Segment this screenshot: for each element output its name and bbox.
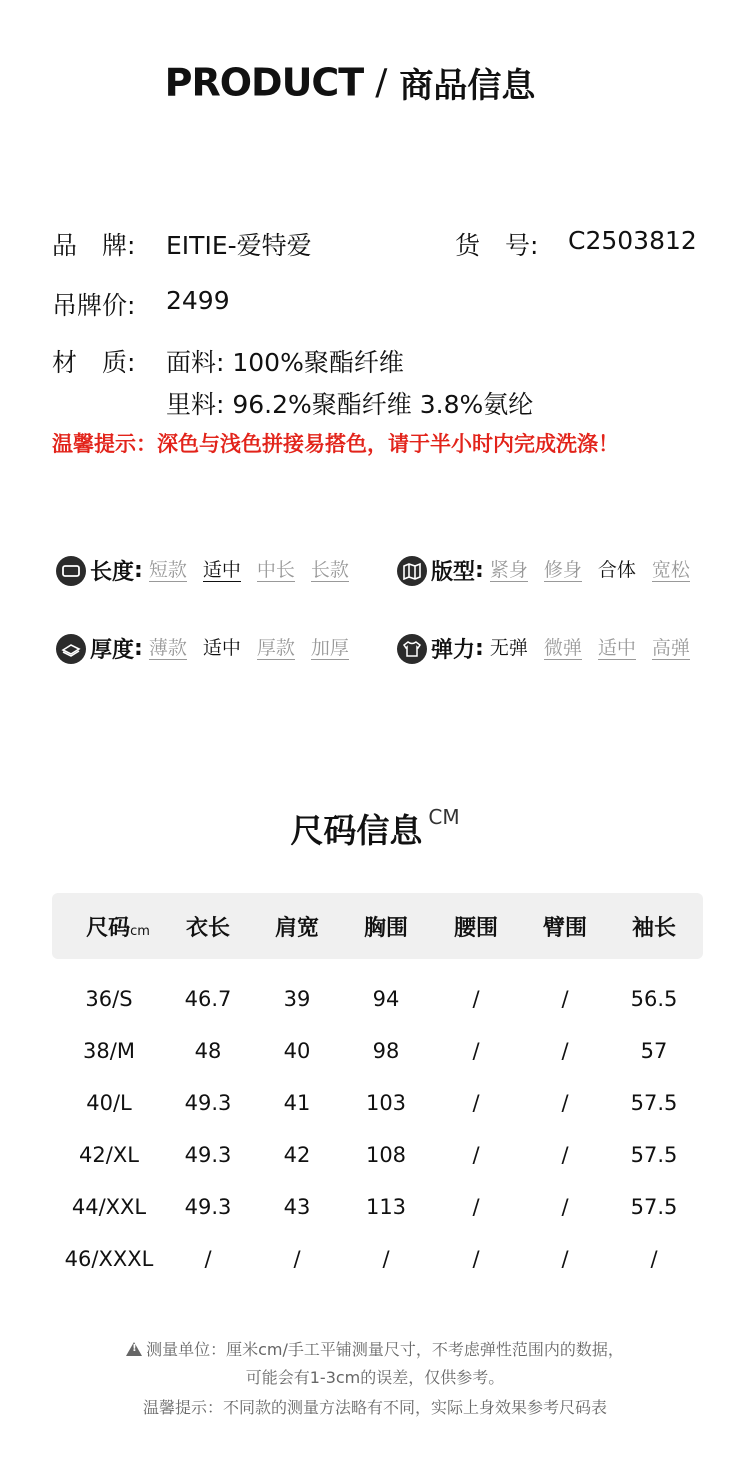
table-cell: / xyxy=(472,1247,480,1271)
table-cell: 44/XXL xyxy=(71,1195,147,1219)
attr-length-label: 长度 xyxy=(90,560,135,585)
table-cell: / xyxy=(561,1247,569,1271)
col-header-length: 衣长 xyxy=(185,916,230,941)
brand-value: EITIE-爱特爱 xyxy=(166,231,312,260)
table-cell: 49.3 xyxy=(184,1195,232,1219)
elasticity-icon xyxy=(397,634,427,664)
header-title-en: PRODUCT xyxy=(164,60,364,105)
care-tip: 温馨提示：深色与浅色拼接易搭色，请于半小时内完成洗涤！ xyxy=(52,432,619,456)
table-cell: / xyxy=(561,1091,569,1115)
attr-fit-opt-3-selected: 合体 xyxy=(597,559,636,581)
table-cell: 41 xyxy=(283,1091,311,1115)
attr-fit-colon: : xyxy=(475,558,484,583)
table-cell: / xyxy=(472,1195,480,1219)
table-cell: 43 xyxy=(283,1195,311,1219)
attr-elasticity-colon: : xyxy=(475,636,484,661)
size-unit: CM xyxy=(428,805,460,829)
table-cell: 57.5 xyxy=(630,1091,678,1115)
table-cell: 40/L xyxy=(86,1091,132,1115)
col-header-sleeve: 袖长 xyxy=(631,916,676,941)
material-label: 材 质: xyxy=(52,348,136,377)
table-cell: 48 xyxy=(194,1039,222,1063)
attr-fit-label: 版型 xyxy=(431,560,476,585)
attr-thickness xyxy=(56,633,349,664)
brand-label: 品 牌: xyxy=(52,231,136,260)
warning-icon xyxy=(126,1342,142,1356)
material-outer: 面料: 100%聚酯纤维 xyxy=(166,348,404,377)
table-cell: 49.3 xyxy=(184,1143,232,1167)
attr-elasticity-opt-1-selected: 无弹 xyxy=(489,637,528,659)
attr-thickness-opt-3: 厚款 xyxy=(256,637,295,659)
col-header-waist: 腰围 xyxy=(453,916,498,941)
attr-fit-opt-2: 修身 xyxy=(543,559,582,581)
table-cell: / xyxy=(472,987,480,1011)
attr-elasticity-label: 弹力 xyxy=(431,638,476,663)
table-cell: 103 xyxy=(365,1091,407,1115)
attr-length-opt-2-selected: 适中 xyxy=(202,559,241,581)
price-label: 吊牌价: xyxy=(52,291,136,320)
table-cell: 57.5 xyxy=(630,1143,678,1167)
table-cell: 56.5 xyxy=(630,987,678,1011)
attr-fit-opt-4: 宽松 xyxy=(651,559,690,581)
attr-elasticity-opt-4: 高弹 xyxy=(651,637,690,659)
table-cell: 108 xyxy=(365,1143,407,1167)
size-title: 尺码信息 xyxy=(290,811,423,850)
fit-icon xyxy=(397,556,427,586)
col-header-size: 尺码cm xyxy=(86,916,150,941)
col-header-arm: 臂围 xyxy=(542,916,587,941)
table-cell: 57 xyxy=(640,1039,668,1063)
col-header-size-unit: cm xyxy=(130,924,150,939)
table-cell: / xyxy=(382,1247,390,1271)
page-header xyxy=(0,58,700,107)
material-lining: 里料: 96.2%聚酯纤维 3.8%氨纶 xyxy=(166,390,534,419)
attr-elasticity-opt-2: 微弹 xyxy=(543,637,582,659)
table-cell: / xyxy=(472,1143,480,1167)
table-cell: / xyxy=(293,1247,301,1271)
attr-thickness-opt-4: 加厚 xyxy=(310,637,349,659)
note-line-2: 可能会有1-3cm的误差，仅供参考。 xyxy=(245,1368,505,1387)
attr-length xyxy=(56,555,349,586)
col-header-chest: 胸围 xyxy=(363,916,408,941)
attr-length-opt-3: 中长 xyxy=(256,559,295,581)
table-cell: / xyxy=(472,1039,480,1063)
table-cell: / xyxy=(561,1039,569,1063)
attr-length-opt-1: 短款 xyxy=(148,559,187,581)
attr-elasticity-opt-3: 适中 xyxy=(597,637,636,659)
attr-length-colon: : xyxy=(134,558,143,583)
price-value: 2499 xyxy=(166,286,230,315)
table-cell: 42 xyxy=(283,1143,311,1167)
table-cell: 113 xyxy=(365,1195,407,1219)
table-cell: 39 xyxy=(283,987,311,1011)
attr-thickness-label: 厚度 xyxy=(90,638,135,663)
col-header-shoulder: 肩宽 xyxy=(274,916,319,941)
header-slash: / xyxy=(375,62,388,103)
header-title-cn: 商品信息 xyxy=(399,66,536,106)
table-cell: 46.7 xyxy=(184,987,232,1011)
table-cell: / xyxy=(650,1247,658,1271)
attr-thickness-opt-2-selected: 适中 xyxy=(202,637,241,659)
attr-thickness-opt-1: 薄款 xyxy=(148,637,187,659)
table-cell: 42/XL xyxy=(79,1143,139,1167)
attr-fit xyxy=(397,555,690,586)
sku-label: 货 号: xyxy=(455,231,539,260)
table-cell: 38/M xyxy=(83,1039,135,1063)
table-cell: / xyxy=(561,1143,569,1167)
attr-thickness-colon: : xyxy=(134,636,143,661)
size-section-title xyxy=(0,805,750,852)
attr-elasticity xyxy=(397,633,690,664)
table-cell: 40 xyxy=(283,1039,311,1063)
thickness-icon xyxy=(56,634,86,664)
table-cell: 57.5 xyxy=(630,1195,678,1219)
length-icon xyxy=(56,556,86,586)
note-line-1: !测量单位：厘米cm/手工平铺测量尺寸，不考虑弹性范围内的数据， xyxy=(0,1337,750,1360)
table-cell: 49.3 xyxy=(184,1091,232,1115)
table-cell: 94 xyxy=(372,987,400,1011)
table-cell: / xyxy=(561,1195,569,1219)
note-line-3: 温馨提示：不同款的测量方法略有不同，实际上身效果参考尺码表 xyxy=(142,1398,607,1417)
table-cell: 98 xyxy=(372,1039,400,1063)
table-cell: 46/XXXL xyxy=(64,1247,154,1271)
attr-length-opt-4: 长款 xyxy=(310,559,349,581)
table-cell: 36/S xyxy=(85,987,133,1011)
attr-fit-opt-1: 紧身 xyxy=(489,559,528,581)
table-cell: / xyxy=(472,1091,480,1115)
table-cell: / xyxy=(561,987,569,1011)
sku-value: C2503812 xyxy=(568,226,697,255)
table-cell: / xyxy=(204,1247,212,1271)
